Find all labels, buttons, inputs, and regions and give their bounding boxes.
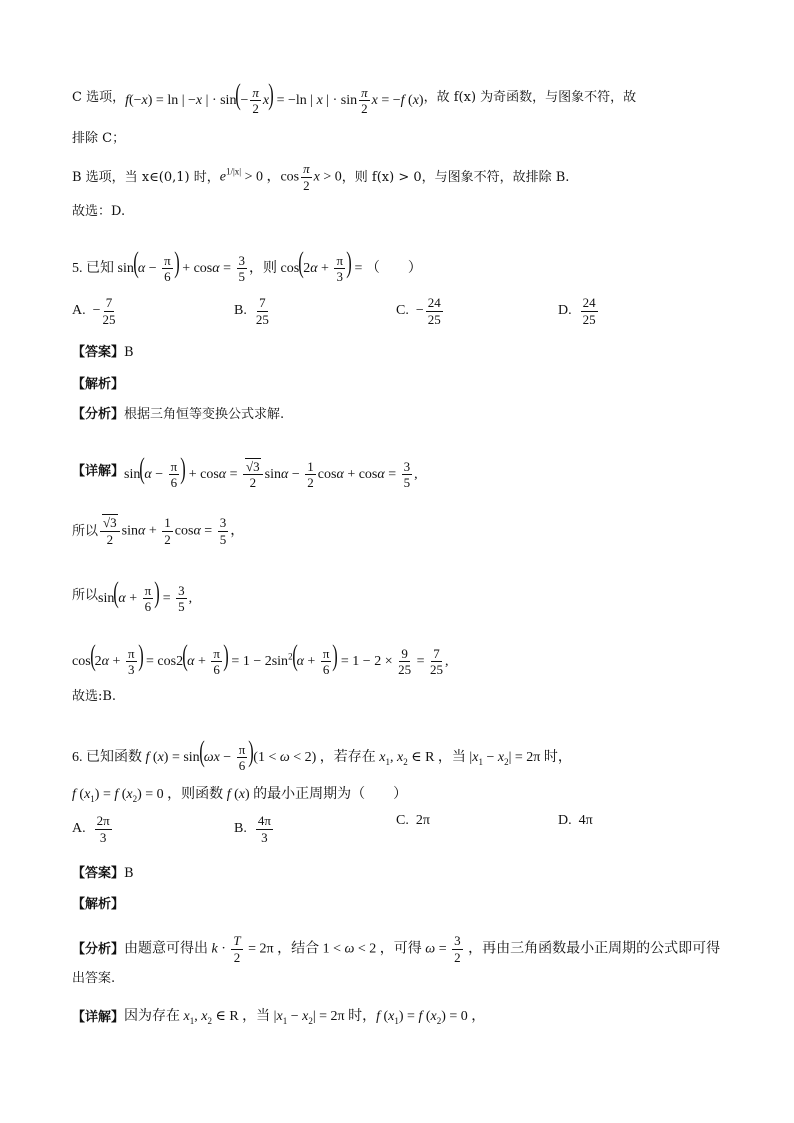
c-option-conclusion: ，故 f(x) 为奇函数，与图象不符，故 <box>423 90 637 106</box>
q6-answer: 【答案】 B <box>72 866 134 881</box>
q6-option-d <box>558 814 593 828</box>
q5-stem: 5. 已知 sin(α − $\frac{\pi}{6}$ ) + cosα = $\frac{3}{5}$ ，则 cos(2α + $\frac{\pi}{3}$ ) = （ ） <box>72 246 422 285</box>
line-c-option <box>72 80 734 116</box>
q5-xiangjie: 【详解】 sin(α − $\frac{\pi}{6}$ ) + cosα = $\frac{√3}{2}$ sinα − $\frac{1}{2}$ cosα + cosα = $\frac{3}{5}$ , <box>72 452 418 491</box>
line-choose-d: 故选：D. <box>72 204 126 219</box>
option-label: A. <box>72 821 86 837</box>
q5-option-d: D. 24 25 <box>558 295 596 327</box>
q5-so2: 所以 sin(α + $\frac{\pi}{6}$ ) = $\frac{3}{5}$ , <box>72 576 193 615</box>
q5-cos-result: cos(2α + $\frac{\pi}{3}$ ) = cos2(α + $\frac{\pi}{6}$ ) = $1 - 2\sin^2(\alpha$ + $\frac{\pi}{6}$ ) = 1 − 2 × $\frac{9}{25}$ = $\frac{7}{25}$ , <box>72 639 449 678</box>
b-option-conclusion: ，则 f(x) > 0，与图象不符，故排除 B. <box>341 169 570 185</box>
b-option-condition: $e^{1/|x|} > 0$ ，cos $\frac{\pi}{2}$ x > 0 <box>219 161 342 193</box>
q6-option-c <box>396 814 430 828</box>
option-value: 2π <box>415 813 430 828</box>
c-option-derivation: f(−x) = ln | −x | · sin(− $\frac{\pi}{2}$ x) = −ln | x | · sin $\frac{\pi}{2}$ x = −f (x) <box>125 78 424 117</box>
option-label: B. <box>234 303 247 319</box>
q5-option-c: C. − 24 25 <box>396 295 441 327</box>
q5-so1: 所以 $\frac{√3}{2}$ sinα + $\frac{1}{2}$ cosα = $\frac{3}{5}$ ， <box>72 515 245 547</box>
q6-stem-b: f $(x_1) = f$ $(x_2) = 0$ ，则函数 f (x) 的最小正周期为（ ） <box>72 787 408 804</box>
q5-jiexi: 【解析】 <box>72 377 125 392</box>
option-label: A. <box>72 303 86 319</box>
line-b-option <box>72 162 734 192</box>
c-option-label: C 选项， <box>72 90 126 106</box>
b-option-label: B 选项，当 x∈(0,1) 时， <box>72 169 220 185</box>
option-label: C. <box>396 303 409 319</box>
q6-stem-a: 6. 已知函数 f (x) = sin(ωx − $\frac{\pi}{6}$ )(1 < ω < 2) ，若存在 $x_1$, $x_2$ ∈ R ，当 $|x_1 - x_2| = 2\pi$ 时， <box>72 735 572 774</box>
q6-fenxi-a: 【分析】 由题意可得出 k · $\frac{T}{2}$ = 2π ，结合 1 < ω < 2 ，可得 ω = $\frac{3}{2}$ ，再由三角函数最小正周期的公式即可得 <box>72 933 721 965</box>
option-label: B. <box>234 821 247 837</box>
line-exclude-c: 排除 C； <box>72 131 126 146</box>
q6-option-a: A. 2π 3 <box>72 813 110 845</box>
q6-xiangjie: 【详解】 因为存在 $x_1$, $x_2$ ∈ R ，当 $|x_1 - x_2| = 2\pi$ 时，f $(x_1) = f$ $(x_2) = 0$ ， <box>72 1009 486 1026</box>
option-label: D. <box>558 303 572 319</box>
q5-option-a: A. − 7 25 <box>72 295 116 327</box>
option-value: 4π <box>578 813 593 828</box>
q6-fenxi-b: 出答案. <box>72 971 116 986</box>
q5-answer: 【答案】 B <box>72 345 134 360</box>
q6-jiexi: 【解析】 <box>72 897 125 912</box>
q5-choose: 故选:B. <box>72 689 117 704</box>
q5-fenxi: 【分析】 根据三角恒等变换公式求解. <box>72 407 285 422</box>
q5-option-b: B. 7 25 <box>234 295 269 327</box>
option-label: D. <box>558 813 572 828</box>
q6-option-b: B. 4π 3 <box>234 813 271 845</box>
option-label: C. <box>396 813 409 828</box>
